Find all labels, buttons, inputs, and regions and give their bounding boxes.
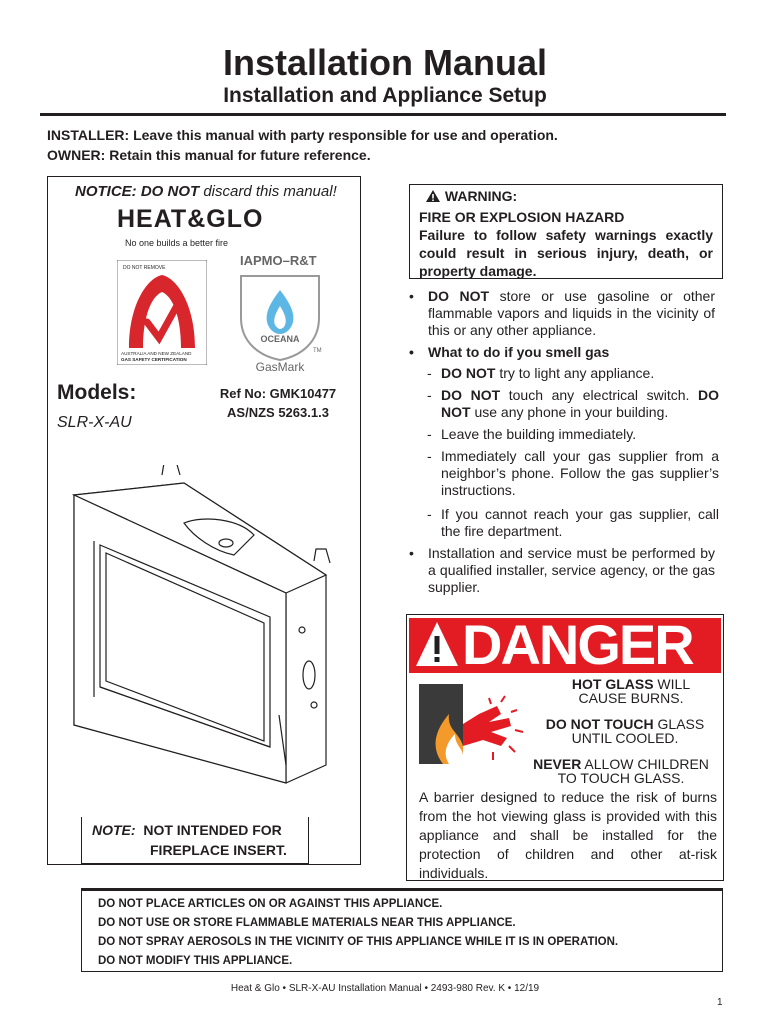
models-label: Models: — [57, 381, 137, 404]
danger-line-4: UNTIL COOLED. — [571, 730, 679, 746]
iapmo-label: IAPMO–R&T — [240, 253, 317, 268]
model-name: SLR-X-AU — [57, 414, 132, 431]
warning-hazard: FIRE OR EXPLOSION HAZARD — [419, 209, 625, 225]
gas-certification-logo — [117, 260, 207, 365]
danger-line-5: NEVER ALLOW CHILDREN — [533, 756, 709, 772]
brand-logo: HEAT&GLO — [117, 205, 264, 233]
hot-glass-hand-icon — [419, 684, 531, 764]
bottom-notice-line: DO NOT USE OR STORE FLAMMABLE MATERIALS NEAR THIS APPLIANCE. — [98, 917, 516, 929]
note-line-1: NOTE: NOT INTENDED FOR — [92, 822, 282, 838]
reference-numbers — [212, 384, 344, 422]
warning-consequence: Failure to follow safety warnings exactly could result in serious injury, death, or property damage. — [419, 227, 713, 279]
oceana-text: OCEANA — [260, 334, 300, 344]
page-title: Installation Manual — [222, 42, 548, 83]
standard-number: AS/NZS 5263.1.3 — [227, 405, 329, 420]
danger-word: DANGER — [462, 613, 693, 676]
tm-mark: TM — [313, 348, 322, 354]
footer-text: Heat & Glo • SLR-X-AU Installation Manual • 2493-980 Rev. K • 12/19 — [230, 983, 540, 994]
warning-heading: WARNING: — [425, 188, 517, 204]
warning-triangle-icon — [425, 189, 441, 203]
cert-bottom-text-1: AUSTRALIA AND NEW ZEALAND — [121, 351, 192, 356]
cert-top-text: DO NOT REMOVE — [123, 265, 166, 271]
iapmo-shield-logo — [233, 270, 327, 375]
cert-bottom-text-2: GAS SAFETY CERTIFICATION — [121, 357, 187, 362]
warning-body — [419, 208, 713, 280]
gasmark-text: GasMark — [255, 360, 305, 374]
ref-number: Ref No: GMK10477 — [219, 386, 337, 401]
title-rule — [40, 113, 726, 116]
bottom-notice-line: DO NOT PLACE ARTICLES ON OR AGAINST THIS APPLIANCE. — [98, 898, 443, 910]
note-line-2: FIREPLACE INSERT. — [150, 842, 287, 858]
danger-line-3: DO NOT TOUCH GLASS — [545, 716, 705, 732]
page-subtitle: Installation and Appliance Setup — [223, 84, 547, 107]
danger-line-6: TO TOUCH GLASS. — [557, 770, 685, 786]
bottom-notice-line: DO NOT MODIFY THIS APPLIANCE. — [98, 955, 293, 967]
danger-line-1: HOT GLASS WILL — [571, 676, 691, 692]
installer-note: INSTALLER: Leave this manual with party responsible for use and operation. — [47, 127, 558, 143]
brand-tagline: No one builds a better fire — [125, 238, 229, 248]
page-number: 1 — [717, 997, 723, 1008]
barrier-text: A barrier designed to reduce the risk of burns from the hot viewing glass is provided with this appliance and shall be installed for the protection of children and other at-risk individuals. — [419, 789, 717, 881]
note-label: NOTE: — [92, 822, 136, 838]
bottom-notice-line: DO NOT SPRAY AEROSOLS IN THE VICINITY OF THIS APPLIANCE WHILE IT IS IN OPERATION. — [98, 936, 619, 948]
notice-text: NOTICE: DO NOT discard this manual! — [75, 183, 337, 200]
fireplace-illustration — [64, 465, 346, 785]
danger-line-2: CAUSE BURNS. — [578, 690, 684, 706]
owner-note: OWNER: Retain this manual for future reference. — [47, 147, 371, 163]
danger-exclamation-icon — [414, 620, 460, 670]
